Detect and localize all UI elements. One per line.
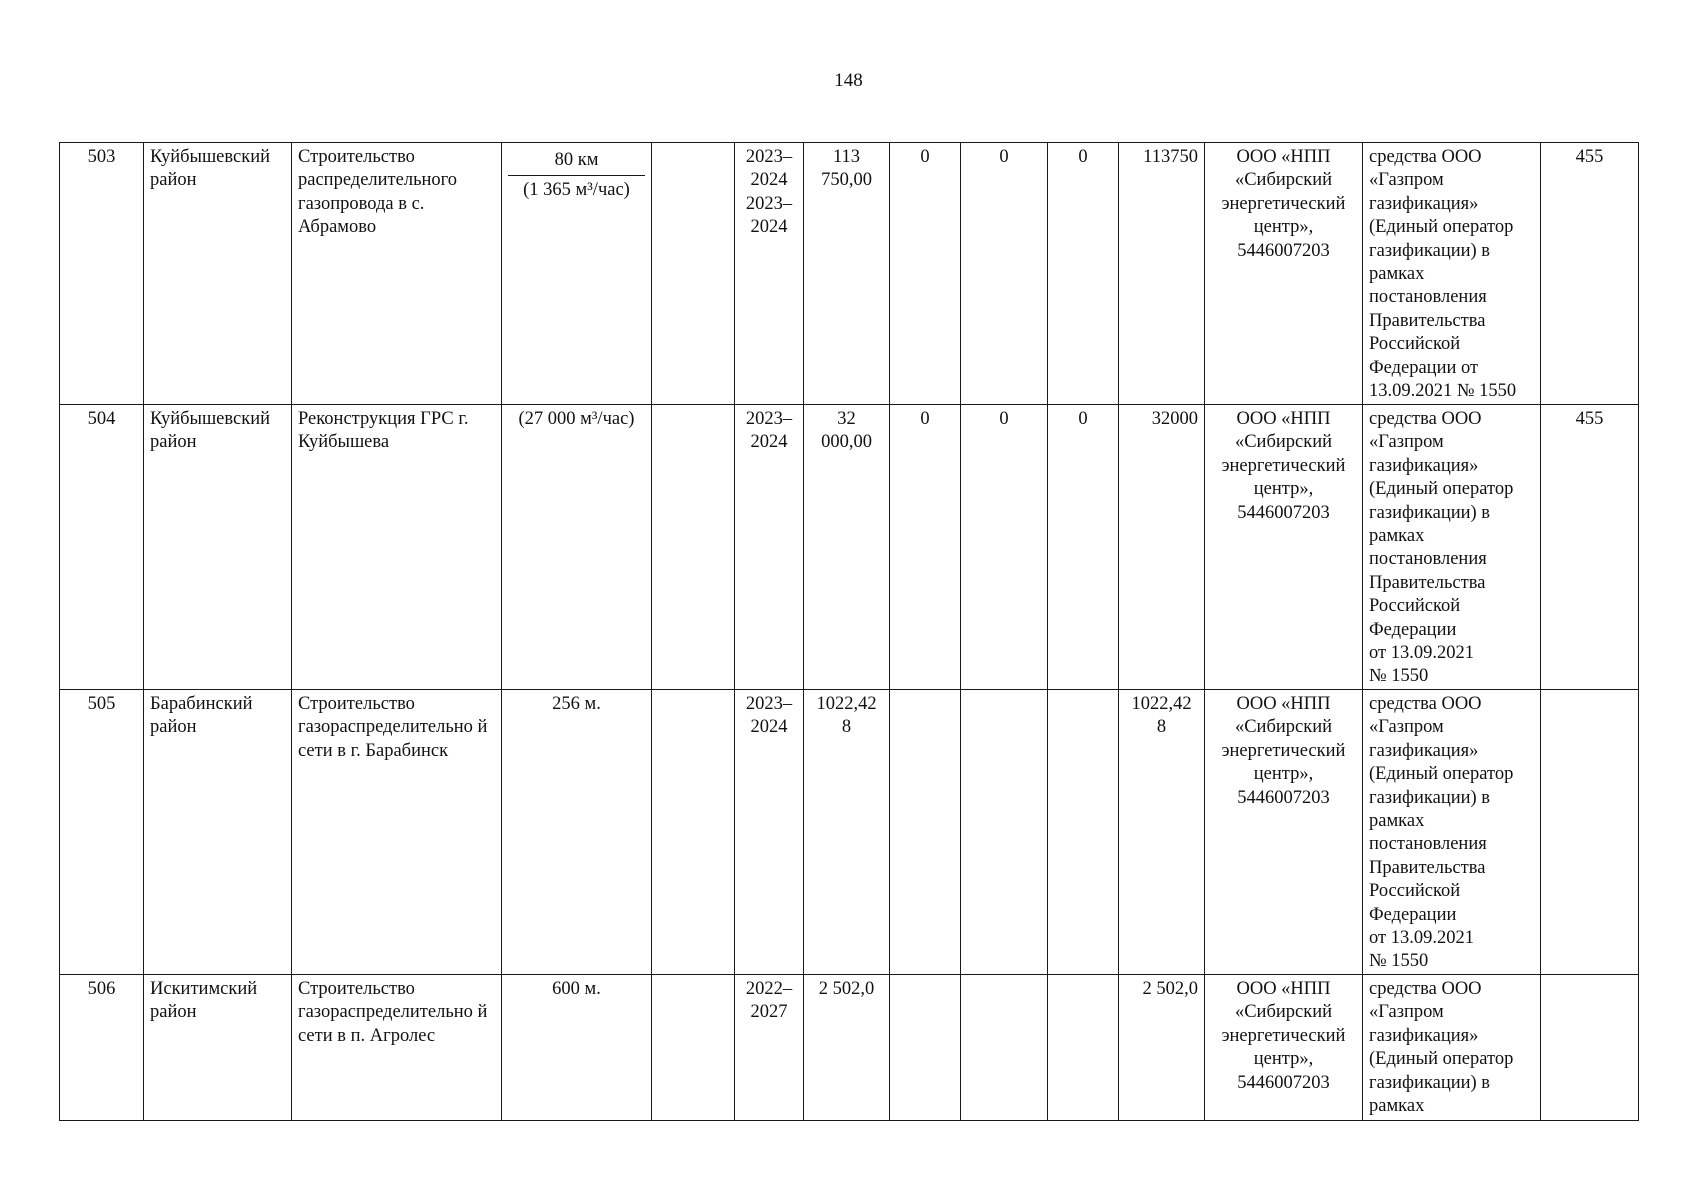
- empty-cell: [652, 975, 735, 1121]
- district-cell: Куйбышевский район: [144, 405, 292, 690]
- regional-budget-cell: [961, 975, 1048, 1121]
- federal-budget-cell: [890, 690, 961, 975]
- capacity-flow: (1 365 м³/час): [523, 180, 630, 200]
- funding-source-cell: средства ООО «Газпром газификация» (Единый оператор газификации) в рамках: [1363, 975, 1541, 1121]
- gasification-objects-table: [59, 142, 1639, 1121]
- regional-budget-cell: 0: [961, 405, 1048, 690]
- executor-cell: ООО «НПП «Сибирский энергетический центр», 5446007203: [1205, 143, 1363, 405]
- capacity-cell: (27 000 м³/час): [502, 405, 652, 690]
- period-cell: 2022– 2027: [735, 975, 804, 1121]
- capacity-cell: 256 м.: [502, 690, 652, 975]
- row-number: 506: [60, 975, 144, 1121]
- period-cell: 2023– 2024 2023– 2024: [735, 143, 804, 405]
- local-budget-cell: 0: [1048, 143, 1119, 405]
- total-cost-cell: 113 750,00: [804, 143, 890, 405]
- total-cost-cell: 2 502,0: [804, 975, 890, 1121]
- table-row: [60, 975, 1639, 1121]
- total-cost-cell: 32 000,00: [804, 405, 890, 690]
- local-budget-cell: [1048, 975, 1119, 1121]
- reference-cell: 455: [1541, 405, 1639, 690]
- federal-budget-cell: 0: [890, 405, 961, 690]
- extra-budget-cell: 1022,42 8: [1119, 690, 1205, 975]
- reference-cell: [1541, 975, 1639, 1121]
- period-cell: 2023– 2024: [735, 405, 804, 690]
- extra-budget-cell: 113750: [1119, 143, 1205, 405]
- funding-source-cell: средства ООО «Газпром газификация» (Единый оператор газификации) в рамках постановления Правительства Российской Федерации от 13.09.2021 № 1550: [1363, 690, 1541, 975]
- local-budget-cell: [1048, 690, 1119, 975]
- total-cost-cell: 1022,42 8: [804, 690, 890, 975]
- table-row: [60, 405, 1639, 690]
- empty-cell: [652, 143, 735, 405]
- table-row: [60, 690, 1639, 975]
- table-row: [60, 143, 1639, 405]
- funding-source-cell: средства ООО «Газпром газификация» (Единый оператор газификации) в рамках постановления Правительства Российской Федерации от 13.09.2021 № 1550: [1363, 143, 1541, 405]
- funding-source-cell: средства ООО «Газпром газификация» (Единый оператор газификации) в рамках постановления Правительства Российской Федерации от 13.09.2021 № 1550: [1363, 405, 1541, 690]
- regional-budget-cell: [961, 690, 1048, 975]
- row-number: 505: [60, 690, 144, 975]
- executor-cell: ООО «НПП «Сибирский энергетический центр», 5446007203: [1205, 690, 1363, 975]
- regional-budget-cell: 0: [961, 143, 1048, 405]
- district-cell: Барабинский район: [144, 690, 292, 975]
- reference-cell: 455: [1541, 143, 1639, 405]
- row-number: 504: [60, 405, 144, 690]
- capacity-length: 80 км: [508, 146, 645, 176]
- object-name-cell: Строительство газораспределительно й сети в г. Барабинск: [292, 690, 502, 975]
- district-cell: Куйбышевский район: [144, 143, 292, 405]
- district-cell: Искитимский район: [144, 975, 292, 1121]
- federal-budget-cell: [890, 975, 961, 1121]
- period-cell: 2023– 2024: [735, 690, 804, 975]
- empty-cell: [652, 405, 735, 690]
- local-budget-cell: 0: [1048, 405, 1119, 690]
- page-number: 148: [834, 70, 863, 91]
- capacity-cell: [502, 143, 652, 405]
- row-number: 503: [60, 143, 144, 405]
- executor-cell: ООО «НПП «Сибирский энергетический центр», 5446007203: [1205, 975, 1363, 1121]
- extra-budget-cell: 2 502,0: [1119, 975, 1205, 1121]
- reference-cell: [1541, 690, 1639, 975]
- object-name-cell: Строительство распределительного газопровода в с. Абрамово: [292, 143, 502, 405]
- object-name-cell: Строительство газораспределительно й сети в п. Агролес: [292, 975, 502, 1121]
- extra-budget-cell: 32000: [1119, 405, 1205, 690]
- federal-budget-cell: 0: [890, 143, 961, 405]
- object-name-cell: Реконструкция ГРС г. Куйбышева: [292, 405, 502, 690]
- executor-cell: ООО «НПП «Сибирский энергетический центр», 5446007203: [1205, 405, 1363, 690]
- capacity-cell: 600 м.: [502, 975, 652, 1121]
- empty-cell: [652, 690, 735, 975]
